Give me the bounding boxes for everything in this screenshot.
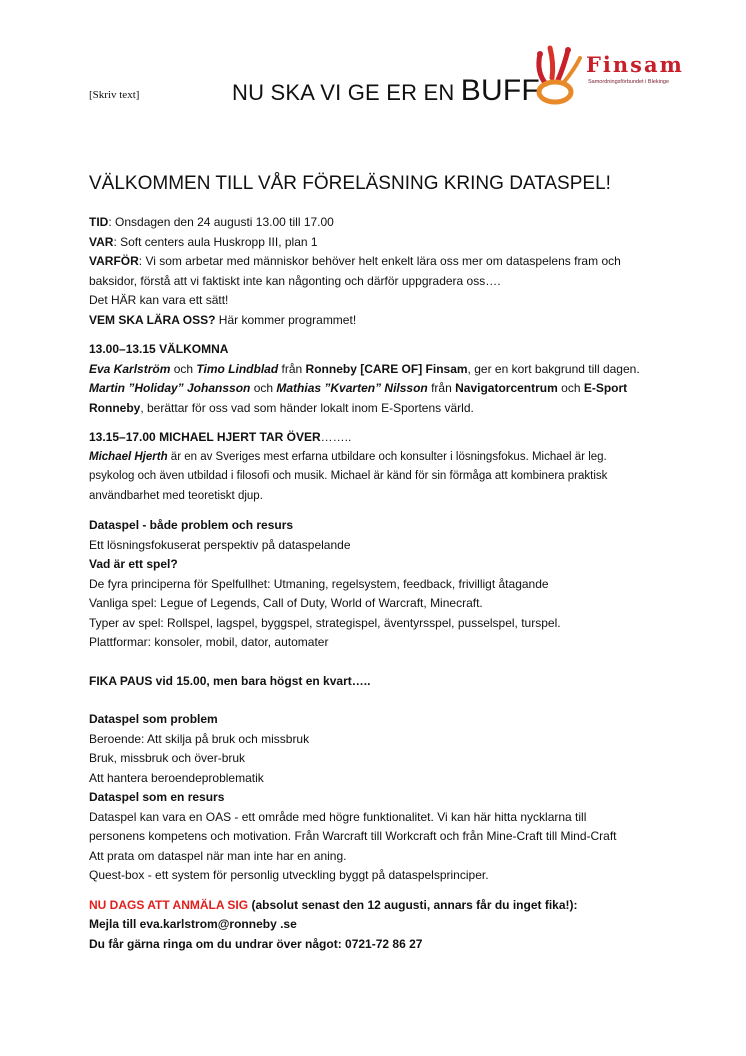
info-varfor-cont: baksidor, förstå att vi faktiskt inte kan någonting och därför uppgradera oss….	[89, 273, 501, 288]
block4-text6: Att prata om dataspel när man inte har en aning.	[89, 848, 347, 863]
header-placeholder: [Skriv text]	[89, 89, 140, 101]
headline-buff: BUFF	[460, 74, 540, 107]
info-tid: TID: Onsdagen den 24 augusti 13.00 till 17.00	[89, 215, 334, 229]
info-har: Det HÄR kan vara ett sätt!	[89, 293, 229, 307]
document-body	[89, 213, 669, 954]
block4-text2: Bruk, missbruk och över-bruk	[89, 751, 246, 765]
block4-heading2: Dataspel som en resurs	[89, 790, 225, 804]
block1-heading: 13.00–13.15 VÄLKOMNA	[89, 342, 229, 356]
block3-text4: Typer av spel: Rollspel, lagspel, byggspel, strategispel, äventyrsspel, pusselspel, turspel.	[89, 615, 561, 630]
signup-mail[interactable]: Mejla till eva.karlstrom@ronneby .se	[89, 917, 297, 931]
finsam-logo	[528, 44, 698, 106]
block4-text7: Quest-box - ett system för personlig utveckling byggt på dataspelsprinciper.	[89, 868, 489, 882]
block2-line1: Michael Hjerth är en av Sveriges mest erfarna utbildare och konsulter i lösningsfokus. Michael är leg.	[89, 450, 607, 463]
block2-heading: 13.15–17.00 MICHAEL HJERT TAR ÖVER……..	[89, 430, 352, 444]
block3-heading1: Dataspel - både problem och resurs	[89, 518, 294, 532]
block4-text1: Beroende: Att skilja på bruk och missbruk	[89, 731, 310, 746]
block2-line3: användbarhet med teoretiskt djup.	[89, 489, 263, 502]
block3-text1: Ett lösningsfokuserat perspektiv på dataspelande	[89, 537, 351, 552]
signup-phone: Du får gärna ringa om du undrar över något: 0721-72 86 27	[89, 936, 423, 951]
block1-line2: Martin ”Holiday” Johansson och Mathias ”Kvarten” Nilsson från Navigatorcentrum och E-Sport	[89, 381, 628, 395]
block4-text3: Att hantera beroendeproblematik	[89, 770, 264, 785]
logo-subtitle: Samordningsförbundet i Blekinge	[588, 79, 670, 85]
signup-line: NU DAGS ATT ANMÄLA SIG (absolut senast den 12 augusti, annars får du inget fika!):	[89, 897, 578, 912]
block4-text5: personens kompetens och motivation. Från Warcraft till Workcraft och från Mine-Craft till Mind-Craft	[89, 829, 617, 843]
fika-line: FIKA PAUS vid 15.00, men bara högst en kvart…..	[89, 673, 371, 688]
info-var: VAR: Soft centers aula Huskropp III, plan 1	[89, 234, 318, 249]
block4-text4: Dataspel kan vara en OAS - ett område med högre funktionalitet. Vi kan här hitta nycklarna till	[89, 809, 587, 824]
block3-heading2: Vad är ett spel?	[89, 557, 178, 571]
headline-main: NU SKA VI GE ER EN	[232, 80, 461, 105]
block2-line2: psykolog och även utbildad i filosofi och musik. Michael är känd för sin förmåga att kombinera praktisk	[89, 470, 608, 482]
page-title: VÄLKOMMEN TILL VÅR FÖRELÄSNING KRING DATASPEL!	[89, 173, 611, 194]
finsam-logo-mark-icon	[528, 44, 586, 106]
block3-text3: Vanliga spel: Legue of Legends, Call of Duty, World of Warcraft, Minecraft.	[89, 596, 483, 610]
block3-text2: De fyra principerna för Spelfullhet: Utmaning, regelsystem, feedback, frivilligt åtagande	[89, 576, 549, 591]
block3-text5: Plattformar: konsoler, mobil, dator, automater	[89, 635, 329, 649]
info-varfor: VARFÖR: Vi som arbetar med människor behöver helt enkelt lära oss mer om dataspelens fram och	[89, 254, 621, 268]
info-vem: VEM SKA LÄRA OSS? Här kommer programmet!	[89, 312, 357, 327]
headline	[232, 74, 540, 108]
block4-heading1: Dataspel som problem	[89, 712, 218, 726]
block1-line1: Eva Karlström och Timo Lindblad från Ronneby [CARE OF] Finsam, ger en kort bakgrund till dagen.	[89, 361, 640, 376]
block1-line3: Ronneby, berättar för oss vad som händer lokalt inom E-Sportens värld.	[89, 400, 474, 415]
logo-name: Finsam	[586, 52, 684, 77]
